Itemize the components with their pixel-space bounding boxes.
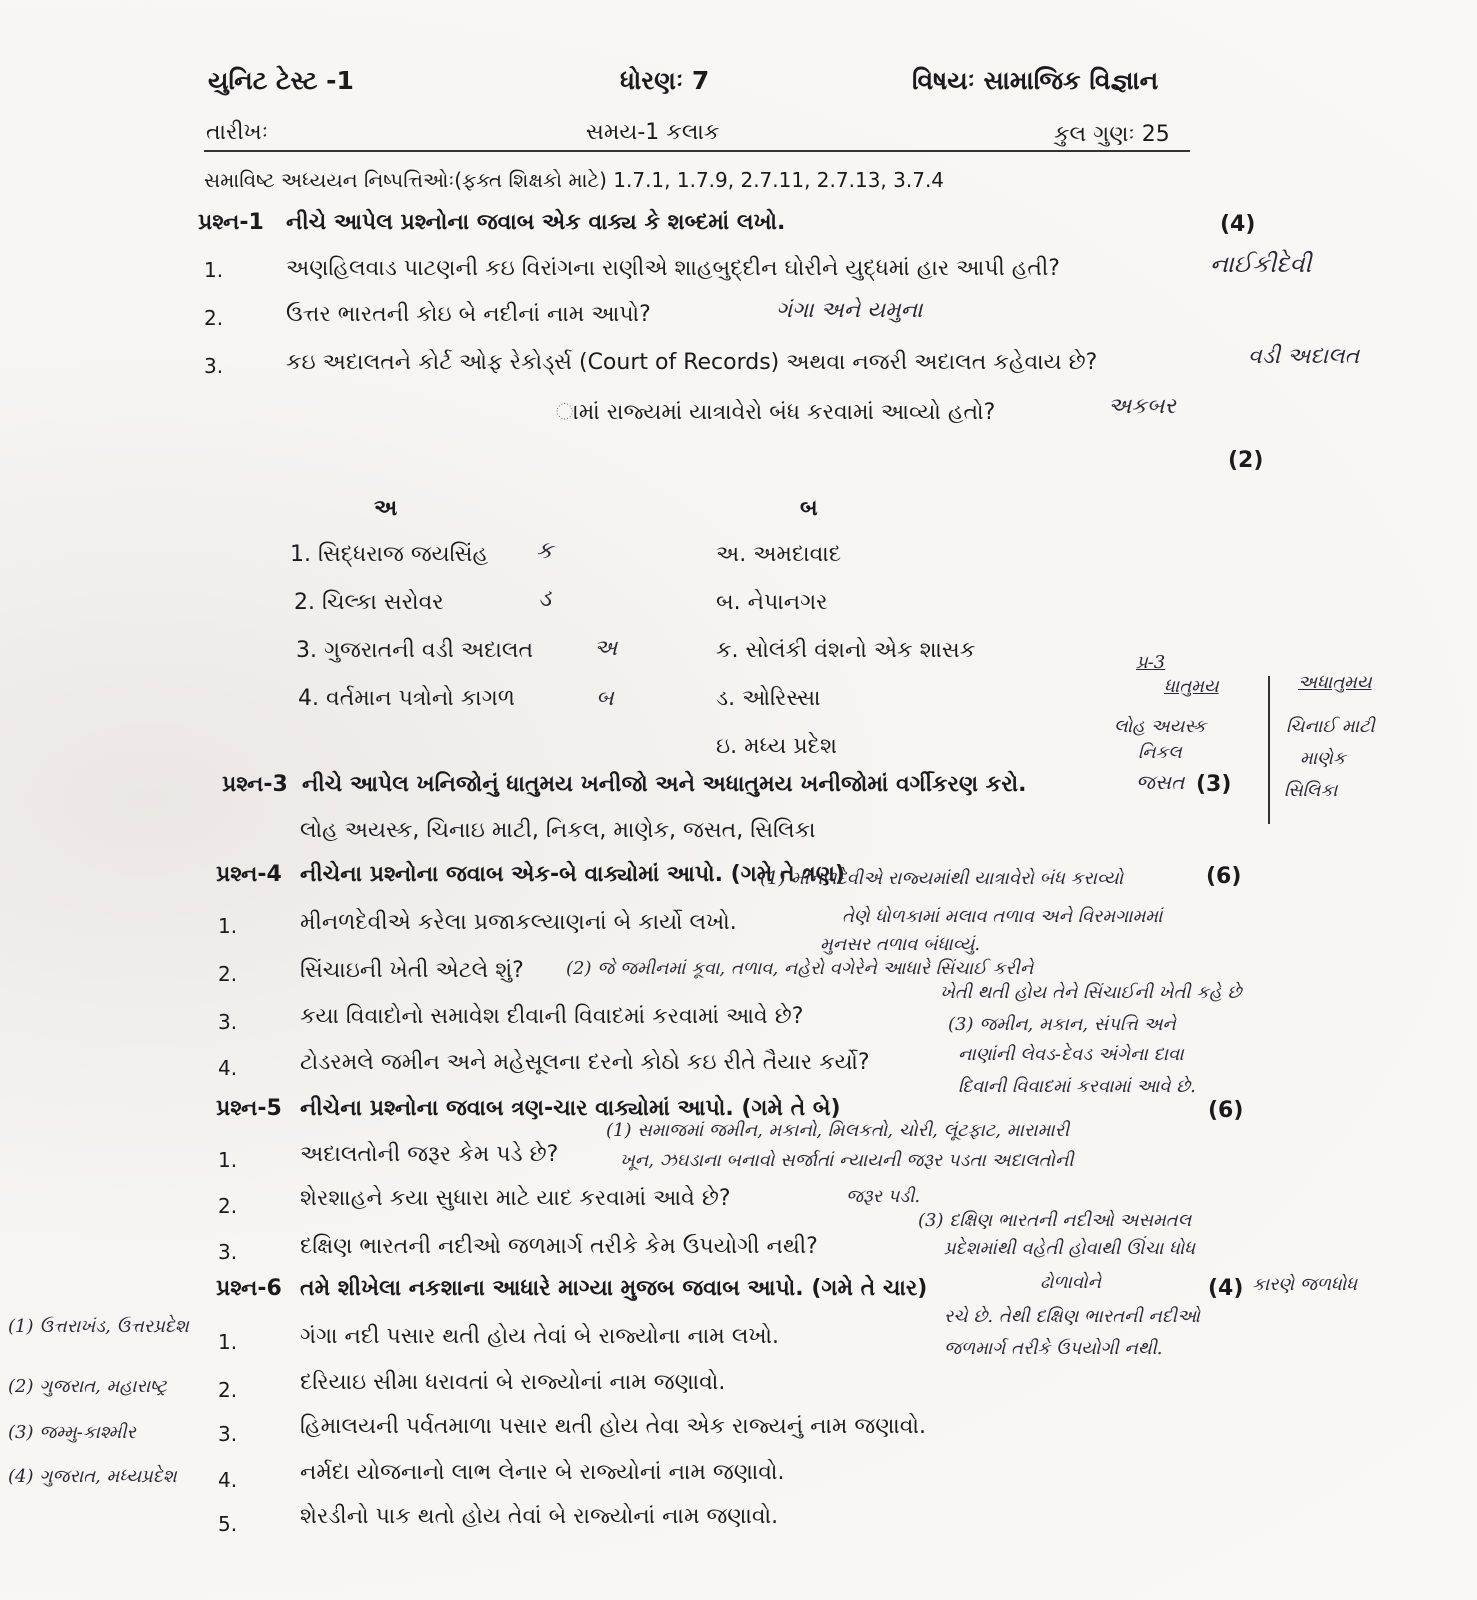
subject-label: વિષયઃ સામાજિક વિજ્ઞાન (912, 66, 1159, 95)
q3-side-divider (1268, 676, 1270, 824)
q1-handwritten-answer: નાઈકીદેવી (1210, 250, 1312, 278)
q2-col-a-item: 4. વર્તમાન પત્રોનો કાગળ (298, 686, 515, 711)
q2-col-a-item: 3. ગુજરાતની વડી અદાલત (296, 638, 534, 663)
q5-handwritten-line: જળમાર્ગ તરીકે ઉપયોગી નથી. (944, 1338, 1163, 1359)
q5-item-num: 3. (218, 1240, 238, 1264)
q6-label: પ્રશ્ન-6 (216, 1276, 282, 1301)
q5-handwritten-line: કારણે જળધોધ (1252, 1274, 1358, 1295)
q1-handwritten-answer: વડી અદાલત (1248, 344, 1360, 369)
test-title: યુનિટ ટેસ્ટ -1 (208, 66, 354, 95)
q5-marks: (6) (1208, 1098, 1244, 1123)
q6-margin-answer: (4) ગુજરાત, મધ્યપ્રદેશ (8, 1466, 177, 1487)
q3-marks: (3) (1196, 772, 1232, 797)
q4-item-text: ટોડરમલે જમીન અને મહેસૂલના દરનો કોઠો કઇ રીતે તૈયાર કર્યો? (300, 1050, 870, 1075)
q3-nonmetallic-head: અધાતુમય (1298, 672, 1372, 693)
q6-marks: (4) (1208, 1276, 1244, 1301)
q2-col-b-item: ક. સોલંકી વંશનો એક શાસક (716, 638, 976, 663)
q2-col-b-item: બ. નેપાનગર (716, 590, 828, 615)
q5-handwritten-line: (1) સમાજમાં જમીન, મકાનો, મિલકતો, ચોરી, લૂંટફાટ, મારામારી (606, 1120, 1070, 1141)
q2-col-a-head: અ (374, 496, 398, 521)
q4-item-text: મીનળદેવીએ કરેલા પ્રજાકલ્યાણનાં બે કાર્યો લખો. (300, 910, 737, 935)
q6-text: તમે શીખેલા નકશાના આધારે માગ્યા મુજબ જવાબ આપો. (ગમે તે ચાર) (300, 1276, 928, 1301)
q5-item-text: અદાલતોની જરૂર કેમ પડે છે? (300, 1142, 559, 1167)
q2-col-a-item: 2. ચિલ્કા સરોવર (294, 590, 444, 615)
q4-item-num: 3. (218, 1010, 238, 1034)
q3-nonmetallic-item: સિલિકા (1284, 780, 1338, 801)
q2-col-a-item: 1. સિદ્ધરાજ જયસિંહ (290, 542, 489, 567)
q4-marks: (6) (1206, 864, 1242, 889)
q5-handwritten-line: જરૂર પડી. (846, 1186, 921, 1207)
q5-handwritten-line: રચે છે. તેથી દક્ષિણ ભારતની નદીઓ (944, 1306, 1200, 1327)
q1-item-num: 3. (204, 354, 224, 378)
q3-side-tag: પ્ર-3 (1136, 652, 1166, 673)
q1-item-num: 1. (204, 258, 224, 282)
q6-item-text: દરિયાઇ સીમા ધરાવતાં બે રાજ્યોનાં નામ જણાવો. (300, 1370, 726, 1395)
q2-col-b-item: ઇ. મધ્ય પ્રદેશ (716, 734, 837, 759)
q5-handwritten-line: ઢોળાવોને (1040, 1272, 1102, 1293)
q1-item-text: ામાં રાજ્યમાં યાત્રાવેરો બંધ કરવામાં આવ્યો હતો? (556, 400, 996, 425)
q3-inline-answer: જસત (1136, 770, 1185, 794)
q4-text: નીચેના પ્રશ્નોના જવાબ એક-બે વાક્યોમાં આપો. (ગમે તે ત્રણ) (300, 862, 845, 887)
q1-handwritten-answer: ગંગા અને યમુના (776, 298, 923, 323)
q2-col-b-item: અ. અમદાવાદ (716, 542, 842, 567)
q1-item-text: કઇ અદાલતને કોર્ટ ઓફ રેકોર્ડ્સ (Court of Records) અથવા નજરી અદાલત કહેવાય છે? (286, 350, 1098, 375)
q4-item-text: કયા વિવાદોનો સમાવેશ દીવાની વિવાદમાં કરવામાં આવે છે? (300, 1004, 804, 1029)
q4-handwritten-line: (3) જમીન, મકાન, સંપત્તિ અને (948, 1014, 1176, 1035)
q4-handwritten-line: મુનસર તળાવ બંધાવ્યું. (820, 934, 981, 955)
q3-nonmetallic-item: ચિનાઈ માટી (1286, 716, 1375, 737)
q6-item-text: નર્મદા યોજનાનો લાભ લેનાર બે રાજ્યોનાં નામ જણાવો. (300, 1460, 785, 1485)
q2-marks: (2) (1228, 448, 1264, 473)
q6-item-num: 1. (218, 1330, 238, 1354)
q1-text: નીચે આપેલ પ્રશ્નોના જવાબ એક વાક્ય કે શબ્દમાં લખો. (286, 210, 786, 235)
q4-item-num: 1. (218, 914, 238, 938)
q5-handwritten-line: દિવાની વિવાદમાં કરવામાં આવે છે. (958, 1076, 1196, 1097)
q6-item-num: 2. (218, 1378, 238, 1402)
q6-item-num: 4. (218, 1468, 238, 1492)
q3-metallic-item: લોહ અયસ્ક (1114, 716, 1206, 737)
q6-item-num: 5. (218, 1512, 238, 1536)
q3-text: નીચે આપેલ ખનિજોનું ધાતુમય ખનીજો અને અધાતુમય ખનીજોમાં વર્ગીકરણ કરો. (302, 772, 1027, 797)
q3-nonmetallic-item: માણેક (1300, 748, 1346, 769)
q6-item-text: ગંગા નદી પસાર થતી હોય તેવાં બે રાજ્યોના નામ લખો. (300, 1324, 780, 1349)
q4-handwritten-line: તેણે ધોળકામાં મલાવ તળાવ અને વિરમગામમાં (842, 906, 1163, 927)
q1-handwritten-answer: અકબર (1108, 394, 1176, 419)
q6-margin-answer: (2) ગુજરાત, મહારાષ્ટ્ર (8, 1376, 167, 1397)
q5-text: નીચેના પ્રશ્નોના જવાબ ત્રણ-ચાર વાક્યોમાં આપો. (ગમે તે બે) (300, 1096, 841, 1121)
q5-handwritten-line: પ્રદેશમાંથી વહેતી હોવાથી ઊંચા ધોધ (944, 1238, 1196, 1259)
q3-metallic-head: ધાતુમય (1164, 676, 1219, 697)
q4-item-num: 4. (218, 1056, 238, 1080)
q2-col-b-head: બ (800, 496, 818, 521)
q5-handwritten-line: ખૂન, ઝઘડાના બનાવો સર્જાતાં ન્યાયની જરૂર પડતા અદાલતોની (620, 1150, 1074, 1171)
q4-handwritten-line: નાણાંની લેવડ-દેવડ અંગેના દાવા (958, 1044, 1184, 1065)
date-label: તારીખઃ (206, 120, 269, 145)
q1-item-text: અણહિલવાડ પાટણની કઇ વિરાંગના રાણીએ શાહબુદ્દીન ઘોરીને યુદ્ધમાં હાર આપી હતી? (286, 256, 1060, 281)
q6-margin-answer: (1) ઉત્તરાખંડ, ઉત્તરપ્રદેશ (8, 1316, 189, 1337)
q4-item-num: 2. (218, 962, 238, 986)
q1-marks: (4) (1220, 212, 1256, 237)
q6-item-text: શેરડીનો પાક થતો હોય તેવાં બે રાજ્યોનાં નામ જણાવો. (300, 1504, 779, 1529)
q5-label: પ્રશ્ન-5 (216, 1096, 282, 1121)
q4-handwritten-line: (1) મીનળદેવીએ રાજ્યમાંથી યાત્રાવેરો બંધ કરાવ્યો (760, 868, 1124, 889)
learning-outcomes: સમાવિષ્ટ અધ્યયન નિષ્પત્તિઓઃ(ફક્ત શિક્ષકો માટે) 1.7.1, 1.7.9, 2.7.11, 2.7.13, 3.7.4 (204, 168, 945, 192)
q4-item-text: સિંચાઇની ખેતી એટલે શું? (300, 958, 524, 983)
q3-label: પ્રશ્ન-3 (222, 772, 288, 797)
q3-metallic-item: નિકલ (1138, 742, 1182, 763)
q5-item-text: દક્ષિણ ભારતની નદીઓ જળમાર્ગ તરીકે કેમ ઉપયોગી નથી? (300, 1234, 818, 1259)
q1-label: પ્રશ્ન-1 (198, 210, 264, 235)
q5-item-num: 1. (218, 1148, 238, 1172)
q2-handwritten-answer: બ (596, 686, 614, 711)
q2-col-b-item: ડ. ઓરિસ્સા (716, 686, 821, 711)
q6-item-num: 3. (218, 1422, 238, 1446)
q3-mineral-list: લોહ અયસ્ક, ચિનાઇ માટી, નિકલ, માણેક, જસત, સિલિકા (300, 818, 816, 843)
q4-handwritten-line: (2) જે જમીનમાં કૂવા, તળાવ, નહેરો વગેરેને આધારે સિંચાઈ કરીને (566, 958, 1034, 979)
q6-margin-answer: (3) જમ્મુ-કાશ્મીર (8, 1422, 136, 1443)
q1-item-num: 2. (204, 306, 224, 330)
q5-item-text: શેરશાહને કયા સુધારા માટે યાદ કરવામાં આવે છે? (300, 1186, 731, 1211)
q6-item-text: હિમાલયની પર્વતમાળા પસાર થતી હોય તેવા એક રાજ્યનું નામ જણાવો. (300, 1414, 927, 1439)
q4-label: પ્રશ્ન-4 (216, 862, 282, 887)
q5-item-num: 2. (218, 1194, 238, 1218)
standard-label: ધોરણઃ 7 (620, 66, 710, 95)
q2-handwritten-answer: ક (536, 536, 553, 564)
time-label: સમય-1 કલાક (586, 120, 720, 145)
header-divider (204, 150, 1190, 152)
total-marks: કુલ ગુણઃ 25 (1054, 122, 1170, 147)
q2-handwritten-answer: અ (594, 636, 618, 661)
q5-handwritten-line: (3) દક્ષિણ ભારતની નદીઓ અસમતલ (918, 1210, 1192, 1231)
q1-item-text: ઉત્તર ભારતની કોઇ બે નદીનાં નામ આપો? (286, 302, 651, 327)
q2-handwritten-answer: ડ (538, 584, 552, 612)
q4-handwritten-line: ખેતી થતી હોય તેને સિંચાઈની ખેતી કહે છે (940, 982, 1242, 1003)
